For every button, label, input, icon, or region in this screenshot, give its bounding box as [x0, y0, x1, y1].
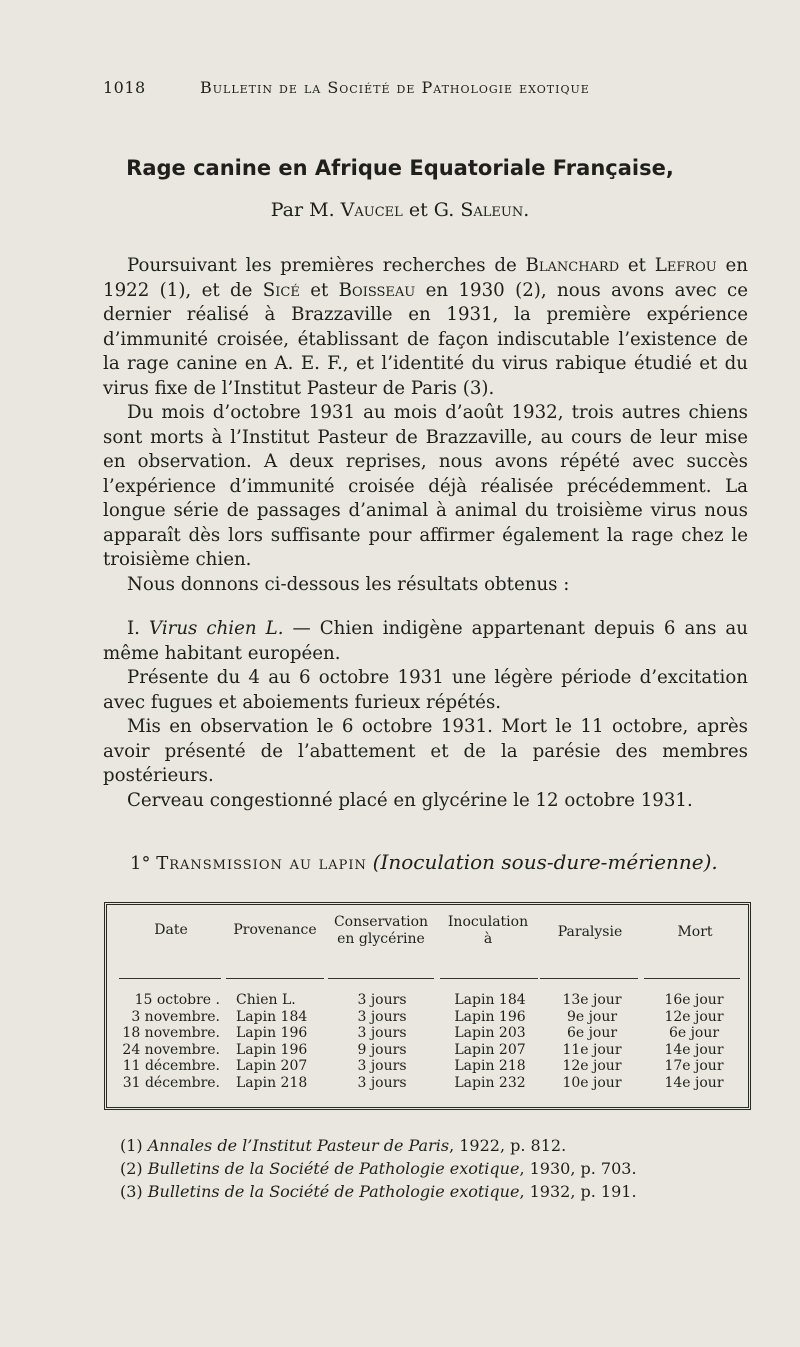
page-number: 1018 — [103, 78, 146, 97]
byline-prefix: Par M. — [270, 199, 335, 221]
section-note: (Inoculation sous-dure-mérienne). — [372, 850, 718, 874]
paragraph-1: Poursuivant les premières recherches de Blanchard et Lefrou en 1922 (1), et de Sicé et Boisseau en 1930 (2), nous avons avec ce dernier réalisé à Brazzaville en 1931, la première expérience d’immunité croisée, établissant de façon indiscutable l’existence de la rage canine en A. E. F., et l’identité du virus rabique étudié et du virus fixe de l’Institut Pasteur de Paris (3). — [103, 255, 748, 399]
name-lefrou: Lefrou — [654, 255, 717, 276]
col-inoculation: Lapin 184 Lapin 196 Lapin 203 Lapin 207 Lapin 218 Lapin 232 — [454, 992, 526, 1091]
footnote-2: (2) Bulletins de la Société de Pathologie exotique, 1930, p. 703. — [120, 1159, 637, 1178]
paragraph-5: Présente du 4 au 6 octobre 1931 une légère période d’excitation avec fugues et aboiements furieux répétés. — [103, 667, 748, 713]
name-sice: Sicé — [262, 279, 300, 301]
virus-label: Virus chien L. — [149, 618, 284, 639]
col-provenance: Chien L. Lapin 184 Lapin 196 Lapin 196 Lapin 207 Lapin 218 — [236, 992, 308, 1091]
col-date: 15 octobre . 3 novembre. 18 novembre. 24 novembre. 11 décembre. 31 décembre. — [122, 992, 220, 1091]
footnotes — [120, 1134, 740, 1203]
running-title: Bulletin de la Société de Pathologie exotique — [200, 78, 590, 97]
col-conservation: 3 jours 3 jours 3 jours 9 jours 3 jours 3 jours — [357, 992, 407, 1091]
section-label: Transmission au lapin — [156, 853, 367, 874]
name-blanchard: Blanchard — [525, 255, 620, 276]
results-table — [104, 902, 749, 1108]
author-saleun: Saleun. — [460, 199, 530, 221]
th-paralysie: Paralysie — [557, 924, 623, 940]
footnote-3: (3) Bulletins de la Société de Pathologie exotique, 1932, p. 191. — [120, 1182, 637, 1201]
section-heading — [130, 850, 750, 874]
footnote-1: (1) Annales de l’Institut Pasteur de Paris, 1922, p. 812. — [120, 1136, 567, 1155]
th-conservation: Conservation en glycérine — [333, 914, 429, 947]
byline — [0, 199, 800, 221]
col-mort: 16e jour 12e jour 6e jour 14e jour 17e jour 14e jour — [664, 992, 724, 1091]
th-inoculation: Inoculation à — [447, 914, 529, 947]
th-provenance: Provenance — [233, 922, 317, 938]
th-date: Date — [154, 922, 188, 938]
name-boisseau: Boisseau — [338, 279, 416, 301]
paragraph-6: Mis en observation le 6 octobre 1931. Mort le 11 octobre, après avoir présenté de l’abattement et de la parésie des membres postérieurs. — [103, 716, 748, 786]
running-header — [103, 78, 753, 104]
col-paralysie: 13e jour 9e jour 6e jour 11e jour 12e jour 10e jour — [562, 992, 622, 1091]
author-vaucel: Vaucel — [340, 199, 403, 221]
byline-and: et G. — [408, 199, 455, 221]
article-body — [103, 254, 748, 813]
article-title: Rage canine en Afrique Equatoriale Française, — [126, 156, 674, 180]
paragraph-2: Du mois d’octobre 1931 au mois d’août 1932, trois autres chiens sont morts à l’Institut Pasteur de Brazzaville, au cours de leur mise en observation. A deux reprises, nous avons répété avec succès l’expérience d’immunité croisée déjà réalisée précédemment. La longue série de passages d’animal à animal du troisième virus nous apparaît dès lors suffisante pour affirmer également la rage chez le troisième chien. — [103, 402, 748, 570]
th-mort: Mort — [677, 924, 713, 940]
paragraph-3: Nous donnons ci-dessous les résultats obtenus : — [127, 573, 570, 595]
paragraph-7: Cerveau congestionné placé en glycérine le 12 octobre 1931. — [127, 789, 693, 811]
paragraph-4: I. Virus chien L. — Chien indigène appartenant depuis 6 ans au même habitant européen. — [103, 618, 748, 664]
section-number: 1° — [130, 853, 151, 874]
